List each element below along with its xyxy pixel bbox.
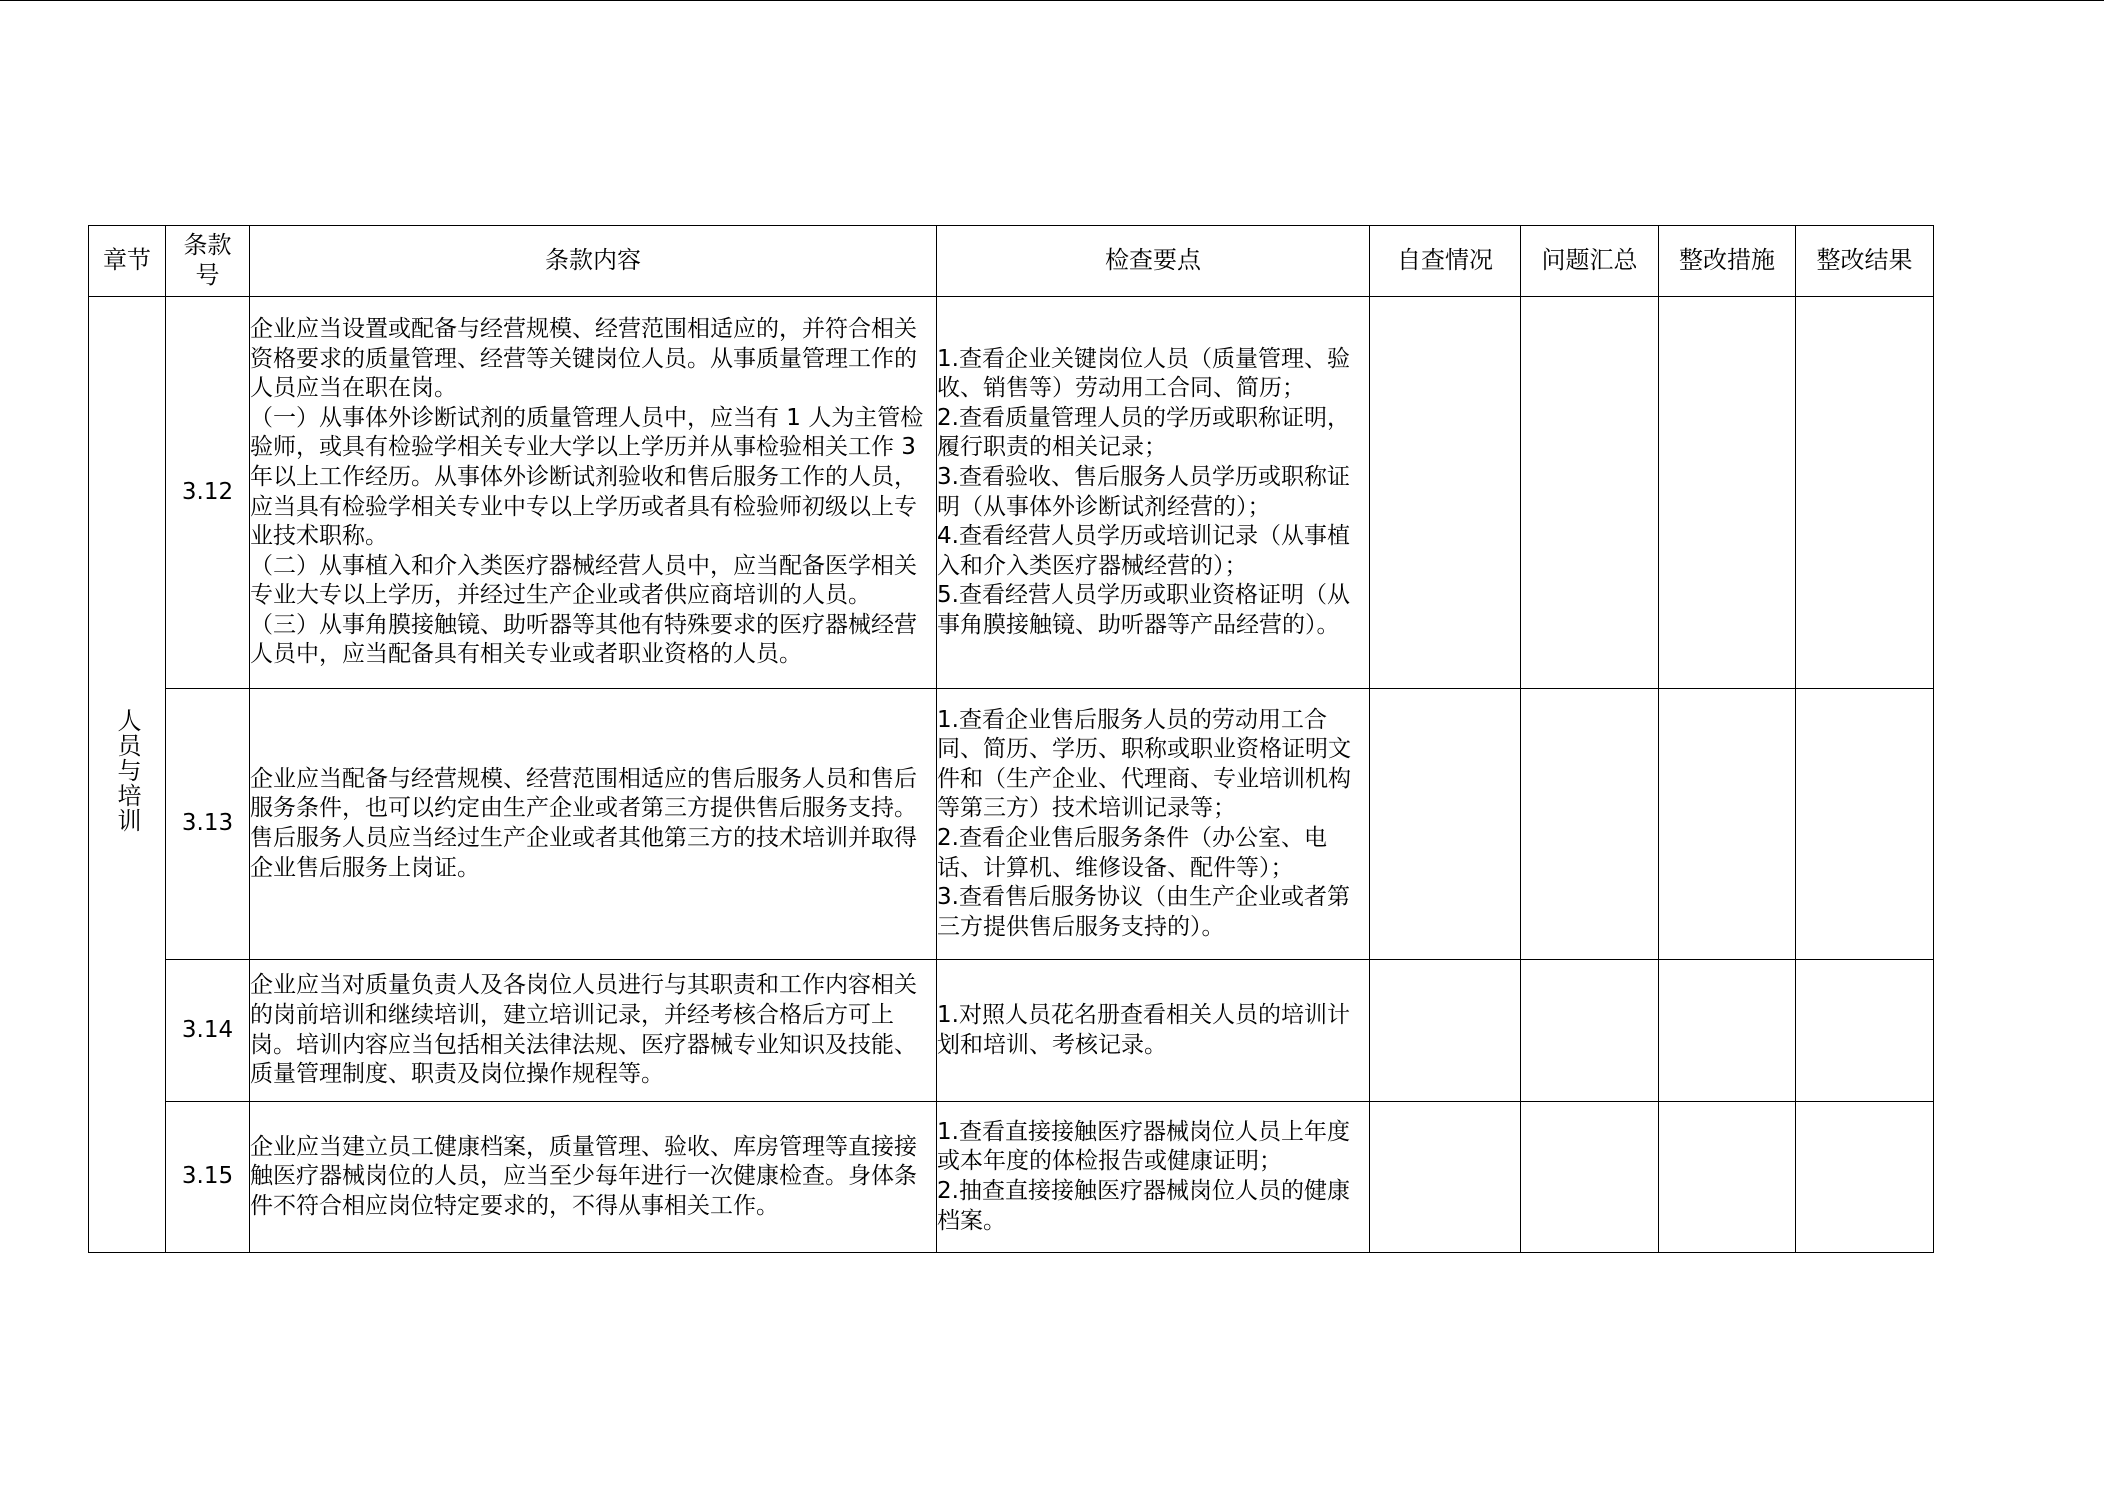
clause-number: 3.13 [166, 689, 250, 960]
rectification-measures-cell [1659, 689, 1796, 960]
rectification-measures-cell [1659, 1102, 1796, 1253]
table-row [89, 297, 1934, 689]
header-clause-no-text: 条款号 [183, 231, 232, 289]
problem-summary-cell [1521, 1102, 1659, 1253]
self-check-cell [1370, 689, 1521, 960]
header-key-points: 检查要点 [937, 226, 1370, 297]
clause-content: 企业应当设置或配备与经营规模、经营范围相适应的，并符合相关资格要求的质量管理、经营等关键岗位人员。从事质量管理工作的人员应当在职在岗。 （一）从事体外诊断试剂的质量管理人员中，应当有 1 人为主管检验师，或具有检验学相关专业大学以上学历并从事检验相关工作 3 年以上工作经历。从事体外诊断试剂验收和售后服务工作的人员，应当具有检验学相关专业中专以上学历或者具有检验师初级以上专业技术职称。 （二）从事植入和介入类医疗器械经营人员中，应当配备医学相关专业大专以上学历，并经过生产企业或者供应商培训的人员。 （三）从事角膜接触镜、助听器等其他有特殊要求的医疗器械经营人员中，应当配备具有相关专业或者职业资格的人员。 [250, 297, 937, 689]
rectification-result-cell [1796, 960, 1934, 1102]
clause-content: 企业应当对质量负责人及各岗位人员进行与其职责和工作内容相关的岗前培训和继续培训，建立培训记录，并经考核合格后方可上岗。培训内容应当包括相关法律法规、医疗器械专业知识及技能、质量管理制度、职责及岗位操作规程等。 [250, 960, 937, 1102]
clause-number: 3.15 [166, 1102, 250, 1253]
clause-content: 企业应当配备与经营规模、经营范围相适应的售后服务人员和售后服务条件，也可以约定由生产企业或者第三方提供售后服务支持。售后服务人员应当经过生产企业或者其他第三方的技术培训并取得企业售后服务上岗证。 [250, 689, 937, 960]
rectification-measures-cell [1659, 960, 1796, 1102]
clause-number: 3.12 [166, 297, 250, 689]
chapter-cell [89, 297, 166, 1253]
clause-content: 企业应当建立员工健康档案，质量管理、验收、库房管理等直接接触医疗器械岗位的人员，应当至少每年进行一次健康检查。身体条件不符合相应岗位特定要求的，不得从事相关工作。 [250, 1102, 937, 1253]
self-inspection-table [88, 225, 1934, 1253]
rectification-result-cell [1796, 689, 1934, 960]
key-points: 1.查看企业售后服务人员的劳动用工合同、简历、学历、职称或职业资格证明文件和（生产企业、代理商、专业培训机构等第三方）技术培训记录等； 2.查看企业售后服务条件（办公室、电话、计算机、维修设备、配件等）； 3.查看售后服务协议（由生产企业或者第三方提供售后服务支持的）。 [937, 689, 1370, 960]
rectification-result-cell [1796, 297, 1934, 689]
header-rectification-measures: 整改措施 [1659, 226, 1796, 297]
key-points: 1.对照人员花名册查看相关人员的培训计划和培训、考核记录。 [937, 960, 1370, 1102]
table-row [89, 960, 1934, 1102]
table-row [89, 689, 1934, 960]
header-rectification-result: 整改结果 [1796, 226, 1934, 297]
self-check-cell [1370, 960, 1521, 1102]
header-row [89, 226, 1934, 297]
rectification-measures-cell [1659, 297, 1796, 689]
header-clause-no [166, 226, 250, 297]
table-row [89, 1102, 1934, 1253]
header-chapter: 章节 [89, 226, 166, 297]
problem-summary-cell [1521, 960, 1659, 1102]
key-points: 1.查看企业关键岗位人员（质量管理、验收、销售等）劳动用工合同、简历； 2.查看质量管理人员的学历或职称证明，履行职责的相关记录； 3.查看验收、售后服务人员学历或职称证明（从事体外诊断试剂经营的）； 4.查看经营人员学历或培训记录（从事植入和介入类医疗器械经营的）； 5.查看经营人员学历或职业资格证明（从事角膜接触镜、助听器等产品经营的）。 [937, 297, 1370, 689]
header-self-check: 自查情况 [1370, 226, 1521, 297]
rectification-result-cell [1796, 1102, 1934, 1253]
chapter-label: 人员与培训 [113, 707, 141, 833]
self-check-cell [1370, 297, 1521, 689]
self-check-cell [1370, 1102, 1521, 1253]
problem-summary-cell [1521, 689, 1659, 960]
clause-number: 3.14 [166, 960, 250, 1102]
key-points: 1.查看直接接触医疗器械岗位人员上年度或本年度的体检报告或健康证明； 2.抽查直接接触医疗器械岗位人员的健康档案。 [937, 1102, 1370, 1253]
header-content: 条款内容 [250, 226, 937, 297]
problem-summary-cell [1521, 297, 1659, 689]
header-problem-summary: 问题汇总 [1521, 226, 1659, 297]
